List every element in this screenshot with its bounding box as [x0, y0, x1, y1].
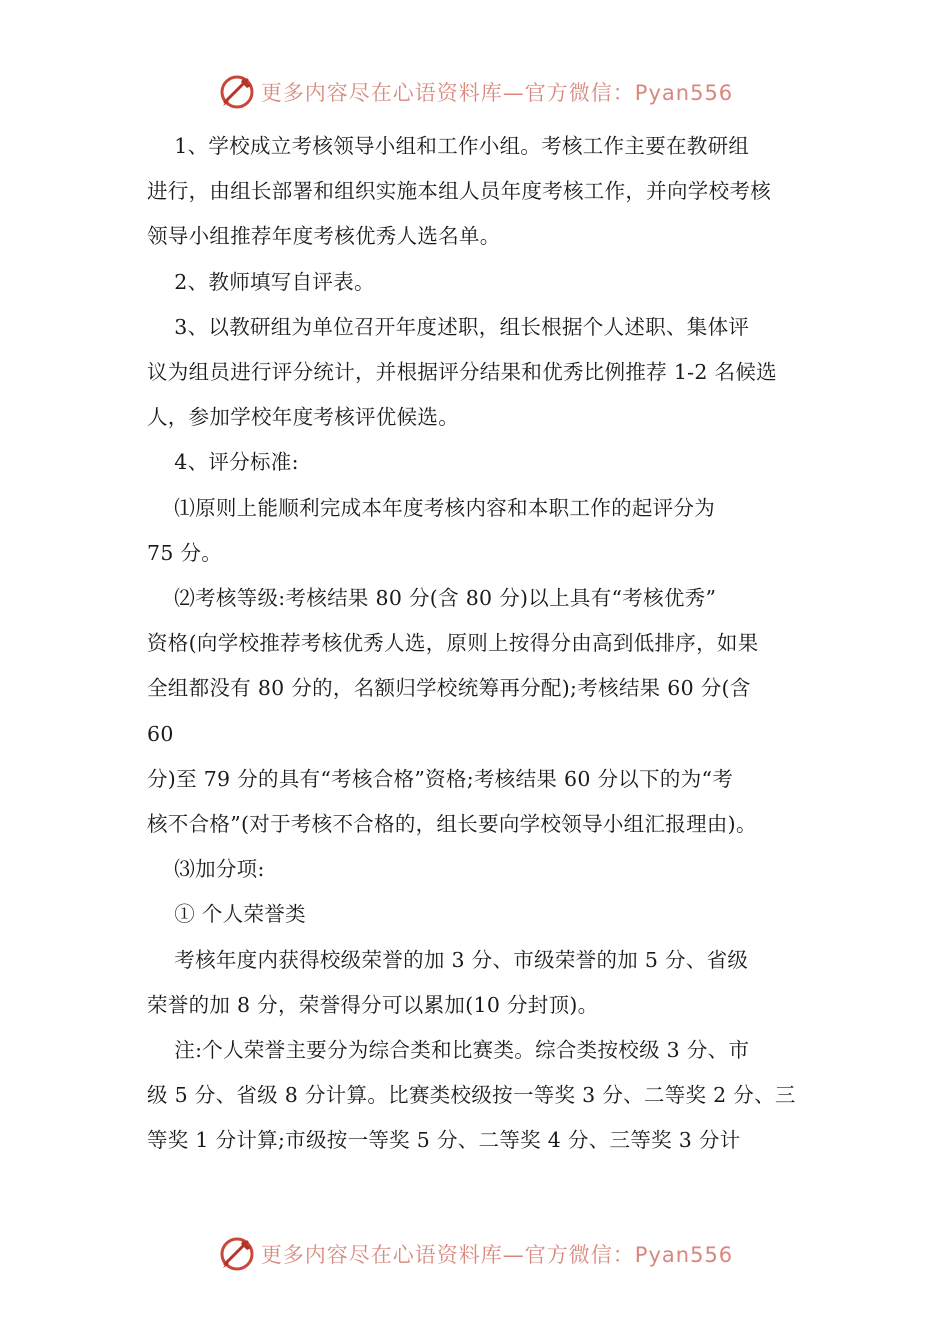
text-line: 领导小组推荐年度考核优秀人选名单。 [147, 224, 501, 249]
header-banner [0, 70, 950, 114]
text-line: 荣誉的加 8 分，荣誉得分可以累加(10 分封顶)。 [147, 992, 599, 1017]
text-line: ⑵考核等级:考核结果 80 分(含 80 分)以上具有“考核优秀” [147, 586, 717, 611]
text-line: 75 分。 [147, 540, 223, 565]
text-line: 进行，由组长部署和组织实施本组人员年度考核工作，并向学校考核 [147, 179, 771, 204]
text-line: 考核年度内获得校级荣誉的加 3 分、市级荣誉的加 5 分、省级 [147, 947, 749, 972]
pen-logo-icon [217, 72, 257, 112]
text-line: 等奖 1 分计算;市级按一等奖 5 分、二等奖 4 分、三等奖 3 分计 [147, 1128, 741, 1153]
text-line: 4、评分标准: [147, 450, 299, 475]
pen-logo-icon [217, 1234, 257, 1274]
footer-banner [0, 1232, 950, 1276]
text-line: 2、教师填写自评表。 [147, 269, 375, 294]
document-body [147, 124, 827, 1164]
text-line: 分)至 79 分的具有“考核合格”资格;考核结果 60 分以下的为“考 [147, 766, 734, 791]
text-line: 议为组员进行评分统计，并根据评分结果和优秀比例推荐 1-2 名候选 [147, 360, 777, 385]
footer-banner-text: 更多内容尽在心语资料库—官方微信：Pyan556 [260, 1243, 734, 1267]
text-line: 核不合格”(对于考核不合格的，组长要向学校领导小组汇报理由)。 [147, 812, 757, 837]
text-line: 3、以教研组为单位召开年度述职，组长根据个人述职、集体评 [147, 314, 750, 339]
text-line: 注:个人荣誉主要分为综合类和比赛类。综合类按校级 3 分、市 [147, 1038, 750, 1063]
text-line: ⑴原则上能顺利完成本年度考核内容和本职工作的起评分为 [147, 495, 716, 520]
text-line: 级 5 分、省级 8 分计算。比赛类校级按一等奖 3 分、二等奖 2 分、三 [147, 1083, 796, 1108]
text-line: 全组都没有 80 分的，名额归学校统筹再分配);考核结果 60 分(含 [147, 676, 751, 701]
text-line: 1、学校成立考核领导小组和工作小组。考核工作主要在教研组 [147, 134, 750, 158]
text-line: 资格(向学校推荐考核优秀人选，原则上按得分由高到低排序，如果 [147, 631, 759, 656]
text-line: ① 个人荣誉类 [147, 902, 306, 927]
text-line: 人，参加学校年度考核评优候选。 [147, 405, 459, 430]
text-line: 60 [147, 721, 174, 746]
text-line: ⑶加分项: [147, 857, 265, 882]
header-banner-text: 更多内容尽在心语资料库—官方微信：Pyan556 [260, 81, 734, 105]
